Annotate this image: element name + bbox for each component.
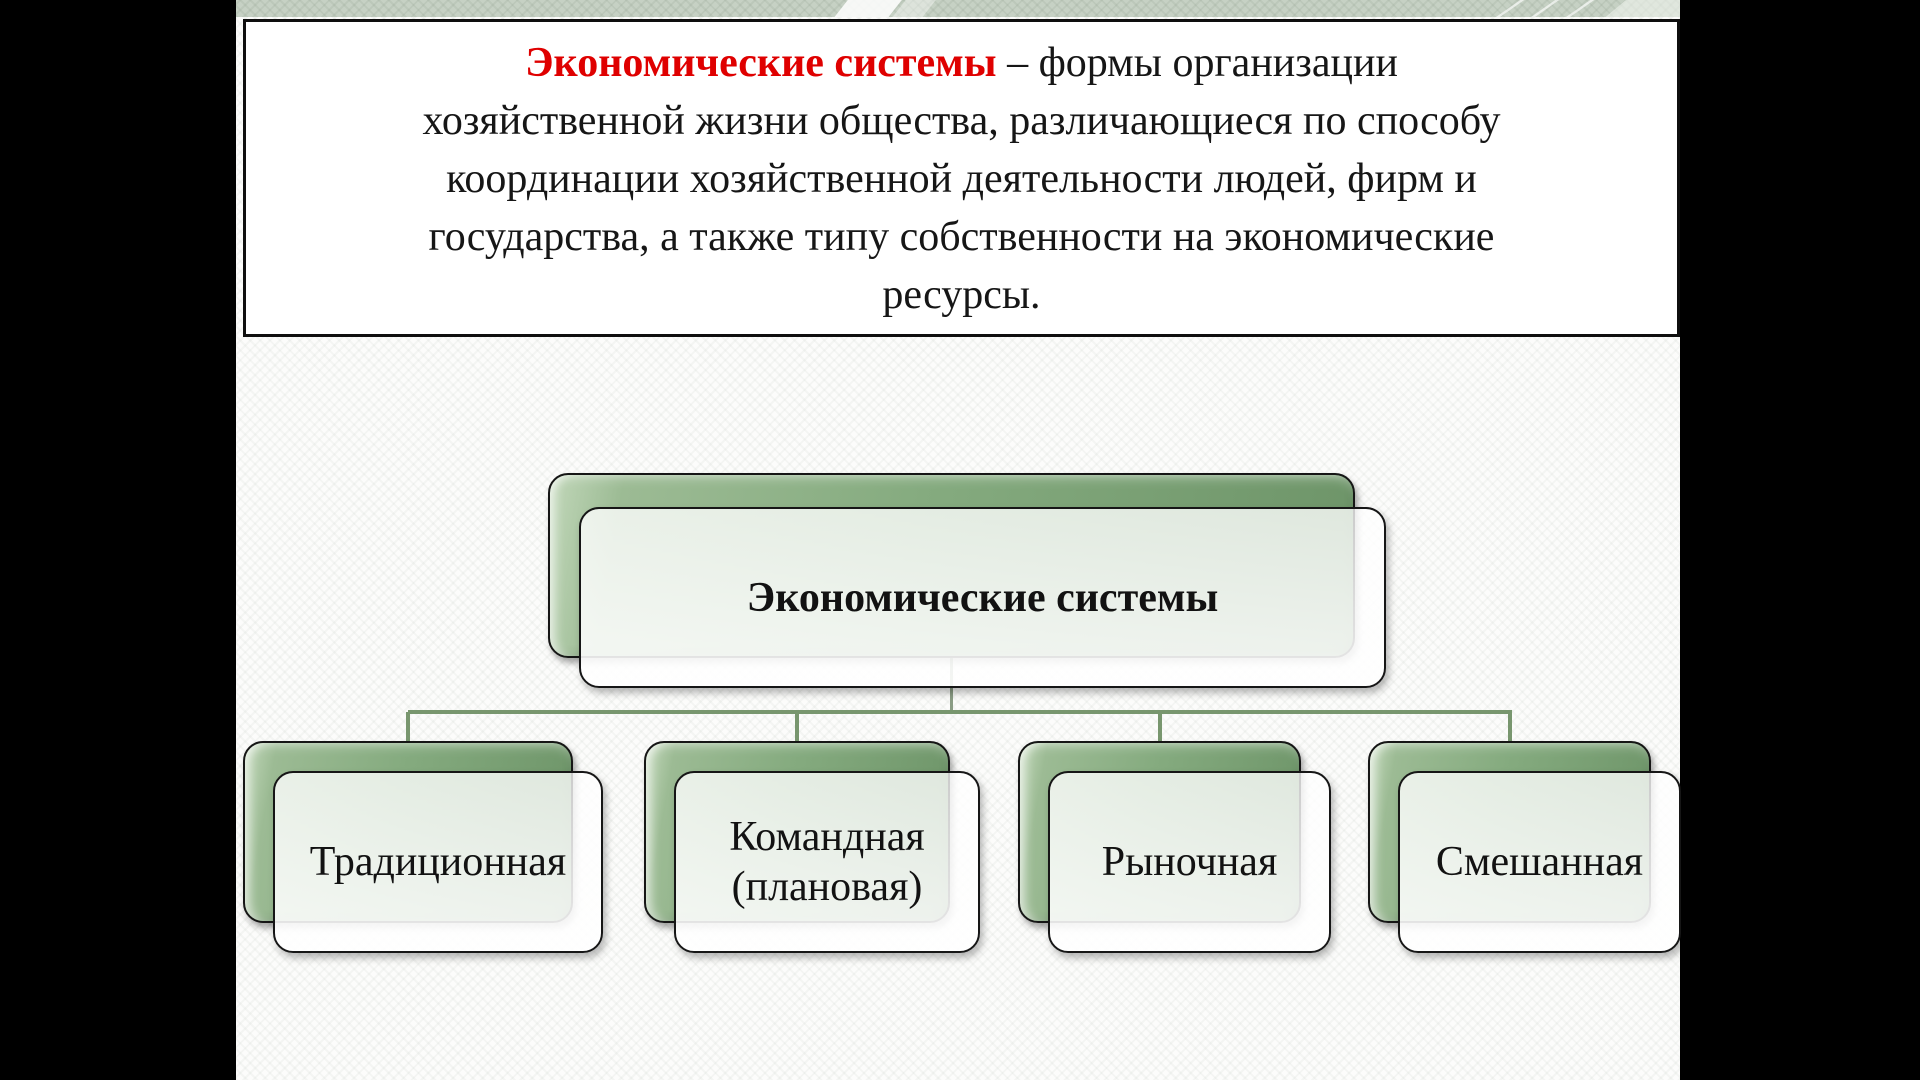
connector-stub-mixed: [1508, 712, 1512, 744]
definition-line-4: государства, а также типу собственности на экономические: [428, 214, 1495, 260]
node-mixed: [1398, 771, 1681, 953]
node-mixed-label: Смешанная: [1435, 839, 1644, 885]
swoosh-wedge: [1593, 0, 1680, 17]
root-node-label: Экономические системы: [746, 574, 1219, 621]
definition-line-1: [246, 34, 1677, 92]
root-node: [579, 507, 1386, 688]
swoosh-line: [1480, 0, 1535, 17]
connector-stub-market: [1158, 712, 1162, 744]
top-strip: [236, 0, 1680, 17]
letterbox-right: [1680, 0, 1920, 1080]
node-market: [1048, 771, 1331, 953]
node-command: [674, 771, 980, 953]
swoosh-line: [1550, 0, 1605, 17]
node-traditional: [273, 771, 603, 953]
connector-horizontal: [408, 710, 1512, 714]
definition-line-5: ресурсы.: [882, 272, 1041, 318]
node-command-label-line-2: (плановая): [731, 864, 923, 910]
node-command-label-line-1: Командная: [729, 814, 925, 860]
node-traditional-label: Традиционная: [309, 839, 567, 885]
letterbox-left: [0, 0, 236, 1080]
presentation-slide: [236, 0, 1680, 1080]
definition-line-1-rest: – формы организации: [996, 40, 1398, 86]
swoosh-line: [1515, 0, 1570, 17]
connector-stub-traditional: [406, 712, 410, 744]
definition-line-2: хозяйственной жизни общества, различающиеся по способу: [422, 98, 1501, 144]
node-market-label: Рыночная: [1101, 839, 1278, 885]
definition-line-3: координации хозяйственной деятельности людей, фирм и: [446, 156, 1477, 202]
definition-term: Экономические системы: [525, 40, 997, 86]
definition-box: [243, 19, 1680, 337]
connector-stub-command: [795, 712, 799, 744]
